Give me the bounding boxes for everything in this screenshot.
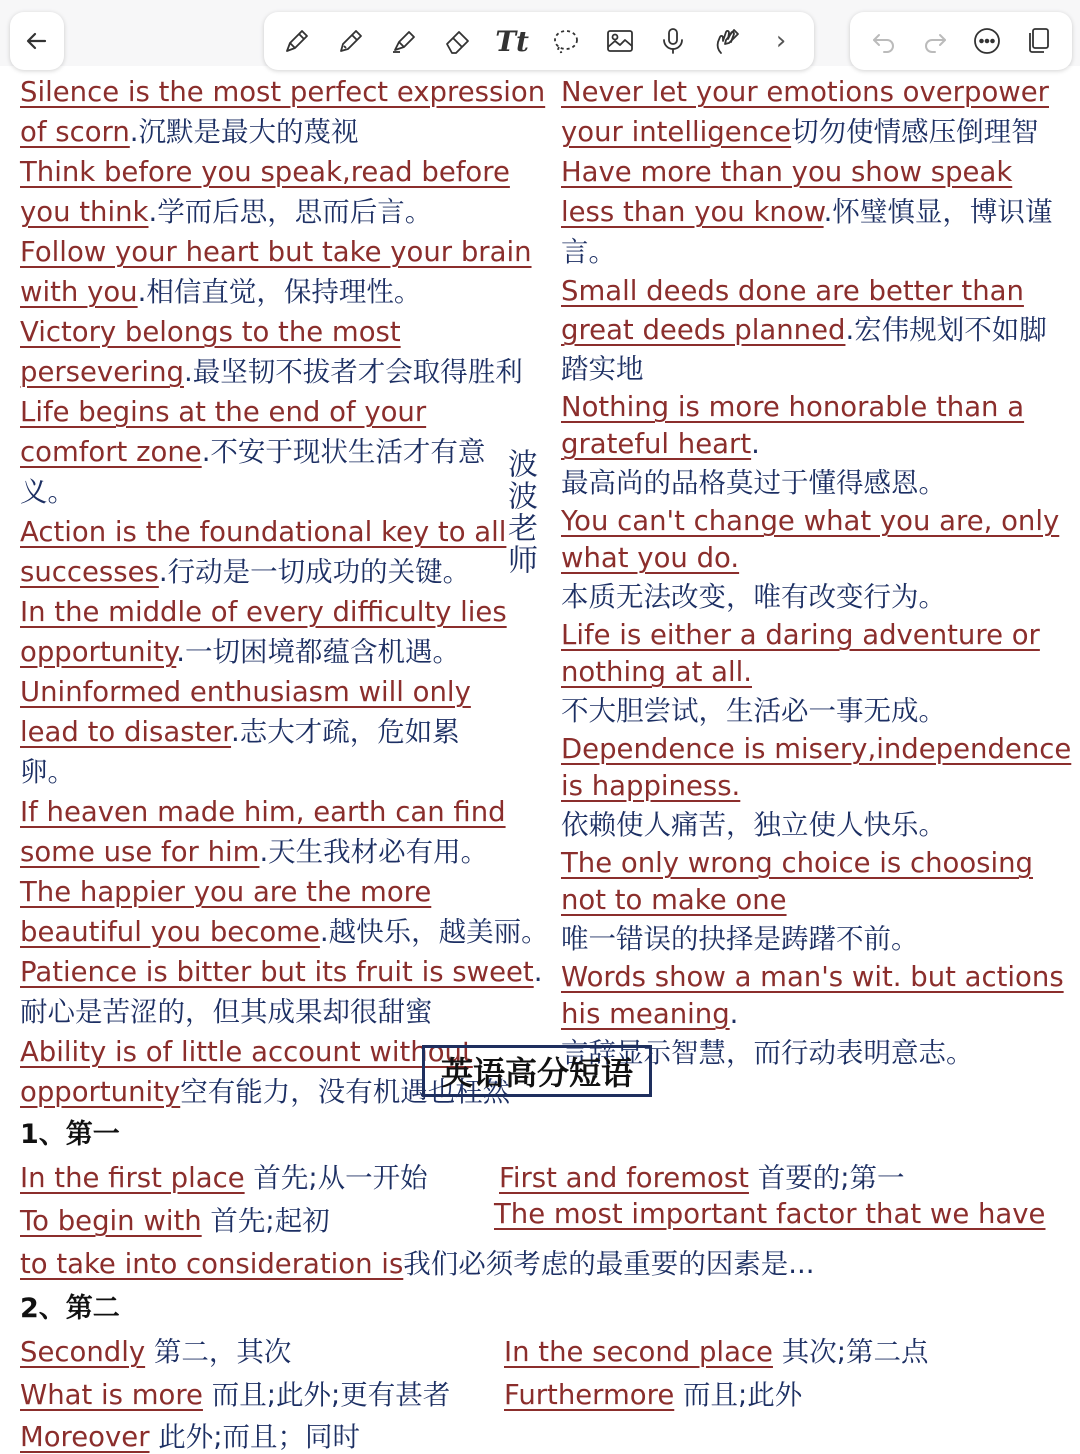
undo-button[interactable] <box>866 23 902 59</box>
phrase-chinese: 首要的;第一 <box>748 1162 905 1194</box>
sentence-english: Uninformed enthusiasm will only lead to disaster <box>20 676 471 748</box>
sentence-item <box>561 845 1073 959</box>
phrase-chinese: 第二，其次 <box>145 1336 292 1368</box>
pencil-tool[interactable] <box>333 23 369 59</box>
phrase-item <box>20 1329 291 1369</box>
highlighter-icon <box>389 26 419 56</box>
sentence-chinese: .宏伟规划不如脚踏实地 <box>561 314 1047 385</box>
sentence-english: Ability is of little account without opportunity <box>20 1036 473 1108</box>
sentence-item <box>20 592 510 672</box>
phrase-english: To begin with <box>20 1205 202 1237</box>
sentence-item <box>561 72 1073 152</box>
undo-icon <box>869 26 899 56</box>
sentence-tail: . <box>729 998 739 1030</box>
sentence-chinese: .行动是一切成功的关键。 <box>158 556 471 588</box>
phrase-english: What is more <box>20 1379 203 1411</box>
phrase-chinese: 首先;起初 <box>201 1205 330 1237</box>
image-icon <box>605 26 635 56</box>
pen-icon <box>282 26 312 56</box>
sentence-item <box>20 672 510 792</box>
phrase-chinese: 而且;此外;更有甚者 <box>202 1379 451 1411</box>
phrase-english: Moreover <box>20 1421 150 1453</box>
sentence-item <box>20 392 520 512</box>
sentence-english: Life is either a daring adventure or nothing at all. <box>561 619 1040 688</box>
phrase-item <box>494 1198 1045 1230</box>
sentence-item <box>561 272 1073 389</box>
drawing-toolbar <box>264 12 814 70</box>
more-button[interactable] <box>969 23 1005 59</box>
sentence-chinese: .耐心是苦涩的，但其成果却很甜蜜 <box>20 956 543 1028</box>
sentence-chinese: .沉默是最大的蔑视 <box>129 116 359 148</box>
sentence-chinese: .天生我材必有用。 <box>259 836 489 868</box>
sentence-english: If heaven made him, earth can find some use for him <box>20 796 506 868</box>
left-sentence-column <box>20 72 550 1112</box>
sentence-item <box>561 617 1073 731</box>
back-button[interactable] <box>10 12 64 70</box>
sentence-chinese: .最坚韧不拔者才会取得胜利 <box>183 356 523 388</box>
group-heading-second: 2、第二 <box>20 1293 120 1324</box>
sentence-chinese: .志大才疏，危如累卵。 <box>20 716 460 788</box>
right-sentence-column <box>561 72 1073 1073</box>
eraser-tool[interactable] <box>440 23 476 59</box>
redo-icon <box>920 26 950 56</box>
sentence-english: Life begins at the end of your comfort zone <box>20 396 427 468</box>
sentence-chinese: 切勿使情感压倒理智 <box>791 116 1039 148</box>
sentence-english: Action is the foundational key to all successes <box>20 516 507 588</box>
sentence-chinese: 言辞显示智慧，而行动表明意志。 <box>561 1037 974 1069</box>
sentence-item <box>20 232 550 312</box>
phrase-item <box>20 1372 450 1412</box>
sentence-english: You can't change what you are, only what you do. <box>561 505 1060 574</box>
sentence-tail: . <box>751 428 760 460</box>
sentence-english: Small deeds done are better than great deeds planned <box>561 275 1024 346</box>
phrase-english: to take into consideration is <box>20 1248 404 1280</box>
sentence-item <box>20 512 510 592</box>
sentence-chinese: .越快乐，越美丽。 <box>319 916 549 948</box>
sentence-chinese: 不大胆尝试，生活必一事无成。 <box>561 695 946 727</box>
sentence-english: Think before you speak,read before you think <box>20 156 510 228</box>
sentence-english: Nothing is more honorable than a grateful heart <box>561 391 1025 460</box>
hand-pen-tool[interactable] <box>709 23 745 59</box>
eraser-icon <box>443 26 473 56</box>
microphone-icon <box>658 26 688 56</box>
phrase-item <box>499 1155 904 1195</box>
sentence-item <box>561 731 1073 845</box>
arrow-left-icon <box>23 27 51 55</box>
text-tool-icon[interactable]: Tt <box>495 24 529 58</box>
sentence-item <box>561 389 1073 503</box>
sentence-chinese: 唯一错误的抉择是踌躇不前。 <box>561 923 919 955</box>
sentence-english: The only wrong choice is choosing not to make one <box>561 847 1033 916</box>
sentence-item <box>561 152 1073 272</box>
pages-button[interactable] <box>1020 23 1056 59</box>
phrase-english: In the second place <box>504 1336 773 1368</box>
phrase-english: Secondly <box>20 1336 146 1368</box>
phrase-item <box>20 1155 428 1195</box>
sentence-item <box>20 872 550 952</box>
phrase-chinese: 我们必须考虑的最重要的因素是... <box>403 1248 815 1280</box>
sentence-english: Never let your emotions overpower your intelligence <box>561 76 1049 148</box>
sentence-item <box>20 792 510 872</box>
sentence-chinese: 本质无法改变，唯有改变行为。 <box>561 581 946 613</box>
phrase-english: First and foremost <box>499 1162 749 1194</box>
phrase-item <box>20 1198 330 1238</box>
pen-tool[interactable] <box>279 23 315 59</box>
more-icon <box>972 26 1002 56</box>
sentence-chinese: .相信直觉，保持理性。 <box>137 276 422 308</box>
phrase-english: The most important factor that we have <box>494 1198 1046 1230</box>
phrase-chinese: 此外;而且；同时 <box>149 1421 361 1453</box>
pencil-icon <box>336 26 366 56</box>
sentence-english: Silence is the most perfect expression of scorn <box>20 76 546 148</box>
sentence-english: In the middle of every difficulty lies opportunity <box>20 596 507 668</box>
phrase-english: Furthermore <box>504 1379 675 1411</box>
sentence-chinese: 依赖使人痛苦，独立使人快乐。 <box>561 809 946 841</box>
microphone-tool[interactable] <box>655 23 691 59</box>
phrase-item <box>504 1329 928 1369</box>
phrase-item <box>20 1241 815 1281</box>
group-heading-first: 1、第一 <box>20 1119 120 1150</box>
image-tool[interactable] <box>602 23 638 59</box>
sentence-item <box>20 952 550 1032</box>
sentence-english: Patience is bitter but its fruit is sweet <box>20 956 534 988</box>
lasso-tool[interactable] <box>548 23 584 59</box>
document-toolbar <box>850 12 1072 70</box>
chevron-right-icon[interactable]: › <box>775 26 787 56</box>
phrase-item <box>504 1372 802 1412</box>
section-title: 英语高分短语 <box>422 1045 652 1097</box>
phrase-chinese: 而且;此外 <box>674 1379 803 1411</box>
sentence-english: Follow your heart but take your brain with you <box>20 236 532 308</box>
phrase-chinese: 首先;从一开始 <box>244 1162 428 1194</box>
pages-icon <box>1023 26 1053 56</box>
sentence-english: Dependence is misery,independence is happiness. <box>561 733 1072 802</box>
sentence-item <box>20 72 550 152</box>
sentence-item <box>20 312 550 392</box>
phrase-chinese: 其次;第二点 <box>772 1336 929 1368</box>
handwritten-signature: 波波老师 <box>502 448 537 576</box>
sentence-chinese: .学而后思，思而后言。 <box>148 196 433 228</box>
sentence-chinese: 最高尚的品格莫过于懂得感恩。 <box>561 467 946 499</box>
redo-button[interactable] <box>917 23 953 59</box>
sentence-english: Victory belongs to the most persevering <box>20 316 401 388</box>
phrase-item <box>20 1414 360 1454</box>
sentence-english: Words show a man's wit. but actions his meaning <box>561 961 1064 1030</box>
lasso-icon <box>551 26 581 56</box>
sentence-english: The happier you are the more beautiful you become <box>20 876 432 948</box>
sentence-chinese: .怀璧慎显，博识谨言。 <box>561 196 1053 268</box>
sentence-item <box>561 503 1073 617</box>
sentence-english: Have more than you show speak less than you know <box>561 156 1013 228</box>
phrase-english: In the first place <box>20 1162 245 1194</box>
hand-pen-icon <box>712 26 742 56</box>
sentence-item <box>20 152 550 232</box>
highlighter-tool[interactable] <box>386 23 422 59</box>
sentence-chinese: 空有能力，没有机遇也枉然 <box>180 1076 511 1108</box>
sentence-chinese: .一切困境都蕴含机遇。 <box>176 636 461 668</box>
sentence-chinese: .不安于现状生活才有意义。 <box>20 436 486 508</box>
